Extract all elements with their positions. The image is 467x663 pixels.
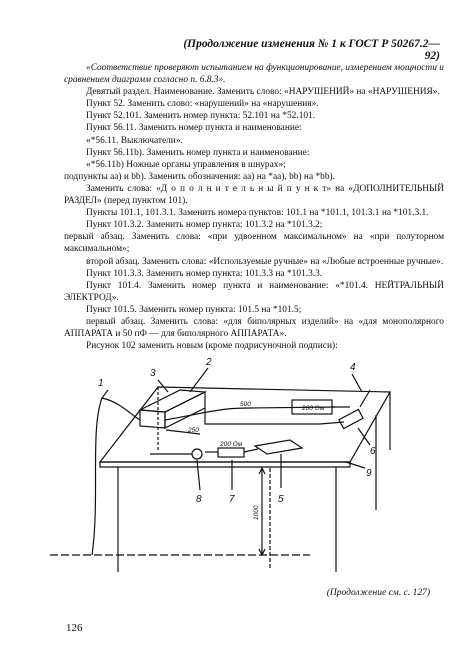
paragraph: Девятый раздел. Наименование. Заменить слово: «НАРУШЕНИЙ» на «НАРУШЕНИЯ». [86, 87, 440, 98]
fig-label-4: 4 [350, 362, 356, 373]
dim-250: 250 [188, 427, 199, 434]
fig-label-3: 3 [150, 368, 156, 379]
paragraph: Пункт 52.101. Заменить номер пункта: 52.101 на *52.101. [86, 111, 316, 122]
fig-label-9: 9 [366, 468, 372, 479]
fig-label-2: 2 [206, 357, 212, 368]
paragraph: подпункты aa) и bb). Заменить обозначения: aa) на *aa), bb) на *bb). [64, 171, 335, 182]
fig-label-1: 1 [98, 378, 104, 389]
dim-200-ohm-lower: 200 Ом [220, 441, 243, 448]
figure-drawing [50, 368, 390, 572]
dim-1000: 1000 [253, 505, 260, 520]
paragraph: Пункт 101.3.2. Заменить номер пункта: 101.3.2 на *101.3.2; [86, 220, 323, 231]
dim-200-ohm-upper: 200 Ом [302, 405, 325, 412]
page-header: (Продолжение изменения № 1 к ГОСТ Р 50267.2—92) [183, 38, 440, 62]
fig-label-5: 5 [278, 494, 284, 505]
page-number: 126 [66, 622, 83, 634]
continuation-note: (Продолжение см. с. 127) [326, 588, 430, 598]
paragraph: Пункт 101.4. Заменить номер пункта и наименование: «*101.4. НЕЙТРАЛЬНЫЙ ЭЛЕКТРОД». [64, 280, 444, 303]
paragraph: первый абзац. Заменить слова: «при удвоенном максимальном» на «при полуторном максимальном»; [64, 232, 444, 255]
paragraph: Заменить слова: «Д о п о л н и т е л ь н ы й п у н к т» на «ДОПОЛНИТЕЛЬНЫЙ РАЗДЕЛ» (перед пунктом 101). [64, 183, 444, 207]
dim-500: 500 [240, 401, 251, 408]
paragraph: «*56.11. Выключатели». [86, 135, 183, 146]
paragraph: Пункт 101.5. Заменить номер пункта: 101.5 на *101.5; [86, 304, 302, 315]
document-body [64, 62, 444, 352]
paragraph: Пункты 101.1, 101.3.1. Заменить номера пунктов: 101.1 на *101.1, 101.3.1 на *101.3.1. [86, 208, 429, 219]
paragraph: «Соответствие проверяют испытанием на функционирование, измерением мощности и сравнением диаграмм согласно п. 6.8.3». [64, 63, 444, 86]
fig-label-8: 8 [196, 494, 202, 505]
paragraph: первый абзац. Заменить слова: «для биполярных изделий» на «для монополярного АППАРАТА и 50 пФ — для биполярного АППАРАТА». [64, 316, 444, 340]
paragraph: Пункт 101.3.3. Заменить номер пункта: 101.3.3 на *101.3.3. [86, 268, 323, 279]
paragraph: Пункт 52. Заменить слово: «нарушений» на «нарушения». [86, 99, 319, 110]
paragraph: Рисунок 102 заменить новым (кроме подрисуночной подписи): [86, 341, 338, 352]
paragraph: Пункт 56.11. Заменить номер пункта и наименование: [86, 123, 302, 134]
fig-label-6: 6 [370, 446, 376, 457]
figure-dimensions [187, 401, 325, 520]
paragraph: «*56.11b) Ножные органы управления в шнурах»; [86, 159, 286, 170]
paragraph: Пункт 56.11b). Заменить номер пункта и наименование: [86, 147, 310, 158]
fig-label-7: 7 [229, 494, 235, 505]
figure-102 [40, 350, 440, 585]
figure-labels [98, 357, 376, 505]
paragraph: второй абзац. Заменить слова: «Используемые ручные» на «Любые встроенные ручные». [86, 256, 444, 267]
